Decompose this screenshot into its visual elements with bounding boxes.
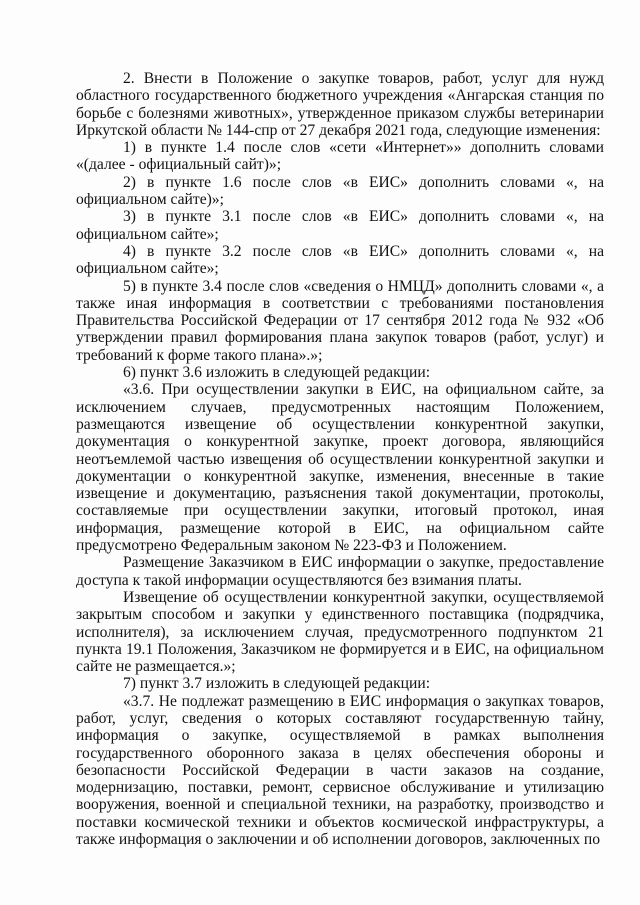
paragraph-clause-3-6-closed: Извещение об осуществлении конкурентной закупки, осуществляемой закрытым способом и закупки у единственного поставщика (подрядчика, исполнителя), за исключением случая, предусмотренного подпунктом 21 пункта 19.1 Положения, Заказчиком не формируется и в ЕИС, на официальном сайте не размещается.»; [76, 588, 604, 676]
paragraph-clause-3-6-placement: Размещение Заказчиком в ЕИС информации о закупке, предоставление доступа к такой информации осуществляются без взимания платы. [76, 554, 604, 589]
document-body [76, 70, 604, 848]
paragraph-item-2-intro: 2. Внести в Положение о закупке товаров, работ, услуг для нужд областного государственного бюджетного учреждения «Ангарская станция по борьбе с болезнями животных», утвержденное приказом службы ветеринарии Иркутской области № 144-спр от 27 декабря 2021 года, следующие изменения: [76, 70, 604, 139]
paragraph-clause-3-6: «3.6. При осуществлении закупки в ЕИС, на официальном сайте, за исключением случаев, предусмотренных настоящим Положением, размещаются извещение об осуществлении конкурентной закупки, документация о конкурентной закупке, проект договора, являющийся неотъемлемой частью извещения об осуществлении конкурентной закупки и документации о конкурентной закупке, изменения, внесенные в такие извещение и документацию, разъяснения такой документации, протоколы, составляемые при осуществлении закупки, итоговый протокол, иная информация, размещение которой в ЕИС, на официальном сайте предусмотрено Федеральным законом № 223-ФЗ и Положением. [76, 381, 604, 555]
paragraph-subitem-7: 7) пункт 3.7 изложить в следующей редакции: [123, 675, 431, 693]
paragraph-subitem-5: 5) в пункте 3.4 после слов «сведения о НМЦД» дополнить словами «, а также иная информация в соответствии с требованиями постановления Правительства Российской Федерации от 17 сентября 2012 года № 932 «Об утверждении правил формирования плана закупок товаров (работ, услуг) и требований к форме такого плана».»; [76, 277, 604, 364]
paragraph-subitem-2: 2) в пункте 1.6 после слов «в ЕИС» дополнить словами «, на официальном сайте)»; [76, 173, 604, 209]
paragraph-subitem-1: 1) в пункте 1.4 после слов «сети «Интернет»» дополнить словами «(далее - официальный сайт)»; [76, 139, 604, 174]
paragraph-clause-3-7: «3.7. Не подлежат размещению в ЕИС информация о закупках товаров, работ, услуг, сведения о которых составляют государственную тайну, информация о закупке, осуществляемой в рамках выполнения государственного оборонного заказа в целях обеспечения обороны и безопасности Российской Федерации в части заказов на создание, модернизацию, поставки, ремонт, сервисное обслуживание и утилизацию вооружения, военной и специальной техники, на разработку, производство и поставки космической техники и объектов космической инфраструктуры, а также информация о заключении и об исполнении договоров, заключенных по [76, 692, 604, 849]
paragraph-subitem-6: 6) пункт 3.6 изложить в следующей редакции: [123, 364, 431, 382]
paragraph-subitem-4: 4) в пункте 3.2 после слов «в ЕИС» дополнить словами «, на официальном сайте»; [76, 242, 604, 278]
paragraph-subitem-3: 3) в пункте 3.1 после слов «в ЕИС» дополнить словами «, на официальном сайте»; [76, 208, 604, 243]
